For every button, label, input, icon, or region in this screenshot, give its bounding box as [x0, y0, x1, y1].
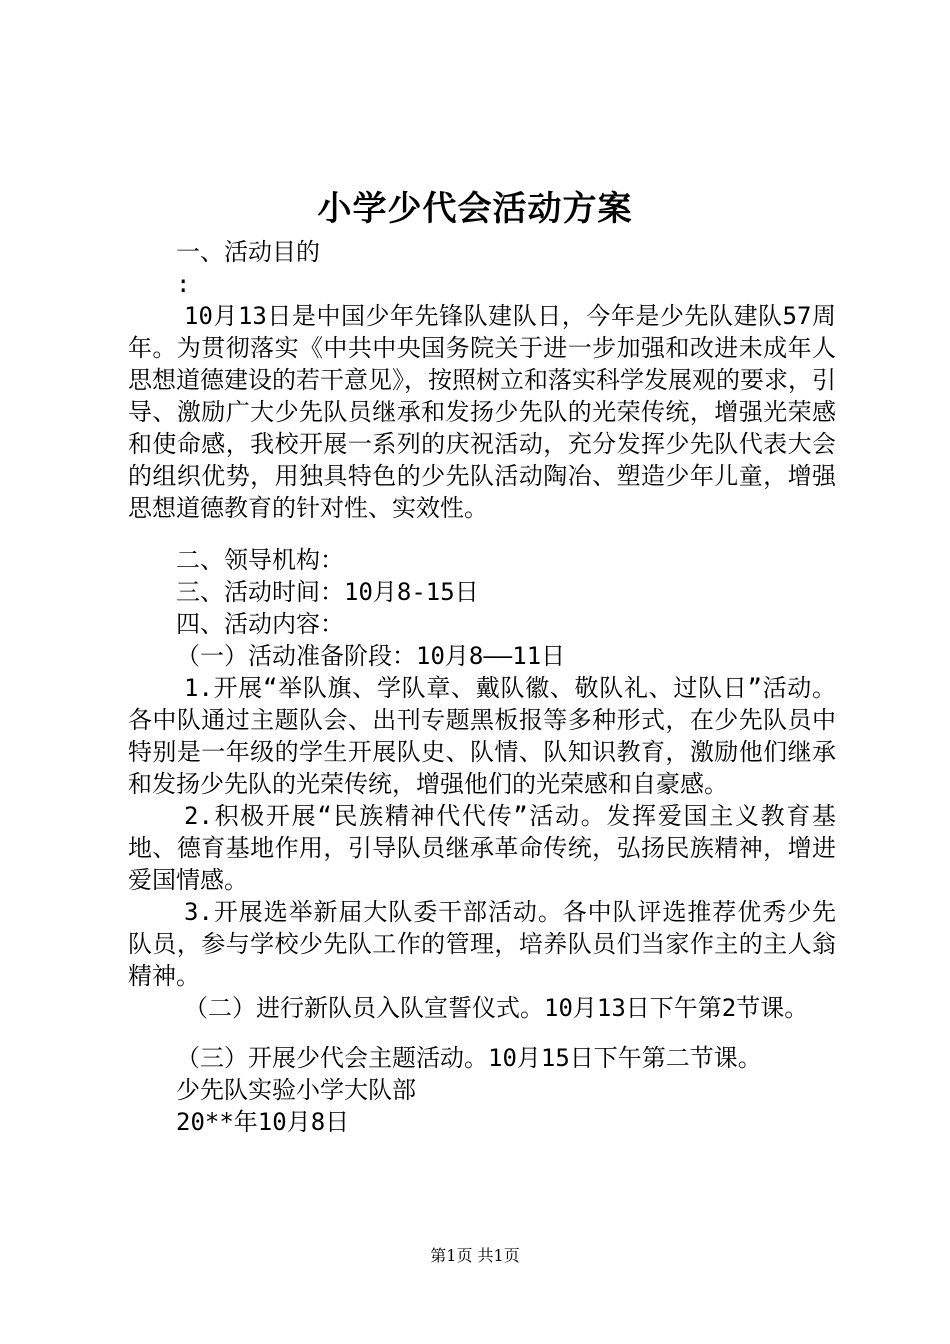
section-4-heading: 四、活动内容：: [176, 610, 344, 638]
item-3-paragraph: 3.开展选举新届大队委干部活动。各中队评选推荐优秀少先队员，参与学校少先队工作的管理，培养队员们当家作主的主人翁精神。: [128, 898, 836, 990]
date-line: 20**年10月8日: [176, 1108, 350, 1136]
paragraph-gap: [128, 1024, 836, 1042]
document-body: [128, 236, 836, 1138]
section-3-heading: 三、活动时间：10月8-15日: [176, 578, 479, 606]
section-1-colon: :: [176, 270, 191, 298]
section-2-heading: 二、领导机构：: [176, 546, 344, 574]
item-2-paragraph: 2.积极开展“民族精神代代传”活动。发挥爱国主义教育基地、德育基地作用，引导队员继承革命传统，弘扬民族精神，增进爱国情感。: [128, 802, 836, 894]
document-title: 小学少代会活动方案: [317, 189, 633, 229]
section-1-paragraph: 10月13日是中国少年先锋队建队日，今年是少先队建队57周年。为贯彻落实《中共中央国务院关于进一步加强和改进未成年人思想道德建设的若干意见》，按照树立和落实科学发展观的要求，引导、激励广大少先队员继承和发扬少先队的光荣传统，增强光荣感和使命感，我校开展一系列的庆祝活动，充分发挥少先队代表大会的组织优势，用独具特色的少先队活动陶冶、塑造少年儿童，增强思想道德教育的针对性、实效性。: [128, 302, 836, 522]
signature-line: 少先队实验小学大队部: [176, 1076, 416, 1104]
stage-2-paragraph: （二）进行新队员入队宣誓仪式。10月13日下午第2节课。: [184, 994, 809, 1022]
paragraph-gap: [128, 524, 836, 544]
stage-3-paragraph: （三）开展少代会主题活动。10月15日下午第二节课。: [176, 1044, 762, 1072]
page-footer: 第1页 共1页: [430, 1246, 520, 1265]
section-1-heading: 一、活动目的: [176, 238, 320, 266]
stage-1-heading: （一）活动准备阶段：10月8——11日: [176, 642, 566, 670]
item-1-paragraph: 1.开展“举队旗、学队章、戴队徽、敬队礼、过队日”活动。各中队通过主题队会、出刊专题黑板报等多种形式，在少先队员中特别是一年级的学生开展队史、队情、队知识教育，激励他们继承和发扬少先队的光荣传统，增强他们的光荣感和自豪感。: [128, 674, 836, 798]
